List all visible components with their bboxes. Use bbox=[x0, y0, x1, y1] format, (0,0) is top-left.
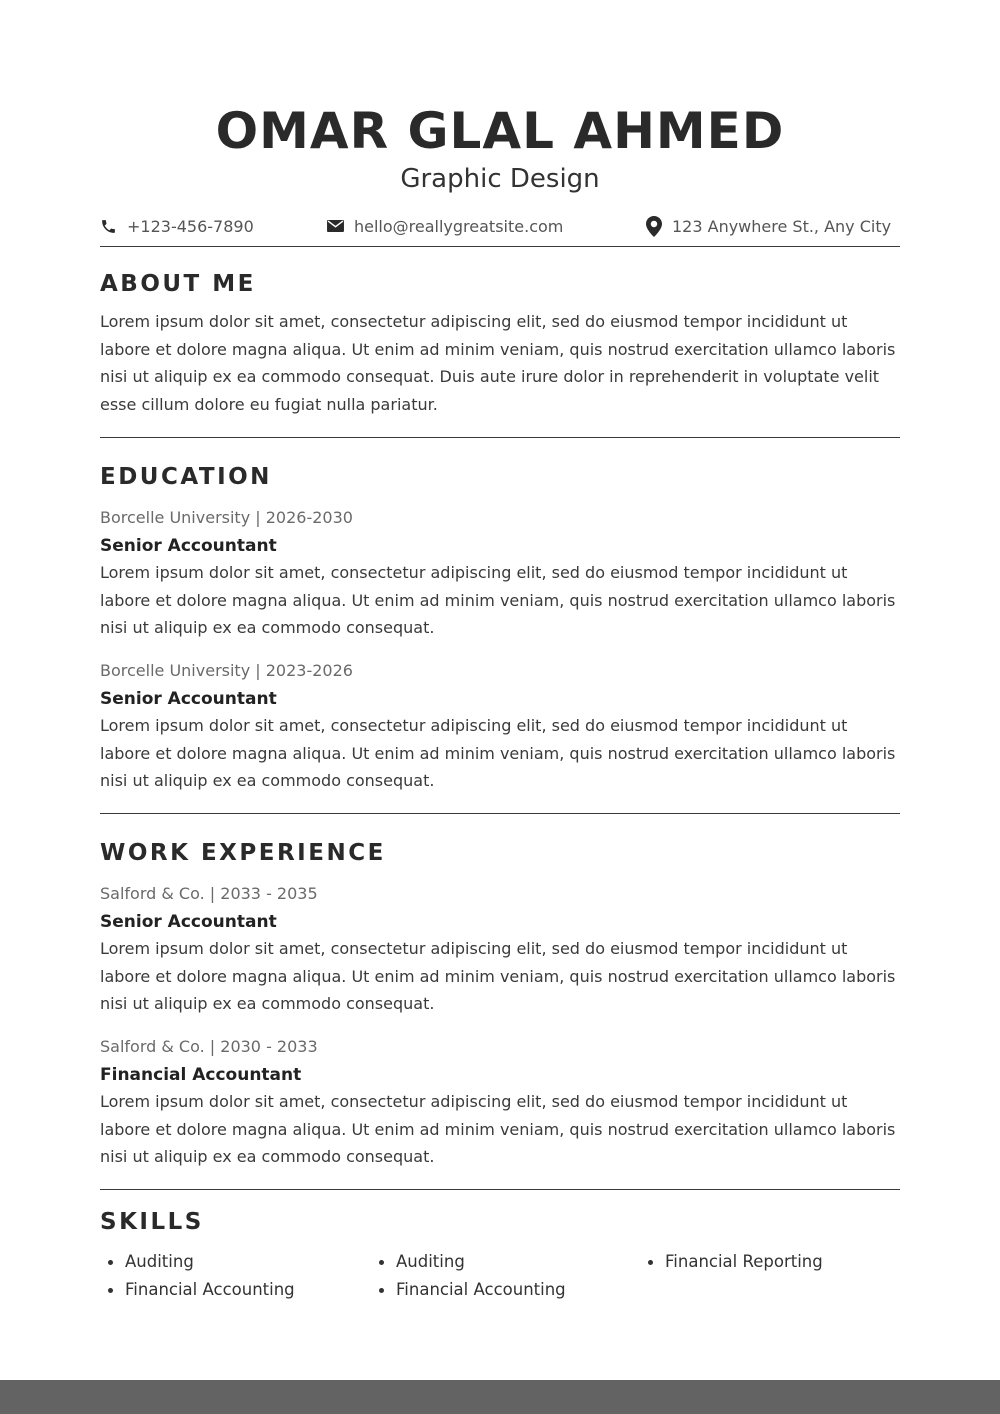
section-title-education: EDUCATION bbox=[100, 464, 272, 490]
envelope-icon bbox=[327, 220, 344, 232]
footer-bar bbox=[0, 1380, 1000, 1414]
skill-item: Financial Reporting bbox=[645, 1248, 823, 1276]
contact-address bbox=[646, 214, 891, 238]
education-text: Lorem ipsum dolor sit amet, consectetur adipiscing elit, sed do eiusmod tempor incididunt ut labore et dolore magna aliqua. Ut enim ad minim veniam, quis nostrud exercitation ullamco laboris nisi ut aliquip ex ea commodo consequat. bbox=[100, 563, 896, 638]
phone-number: +123-456-7890 bbox=[127, 216, 254, 236]
section-title-about: ABOUT ME bbox=[100, 271, 256, 297]
contact-phone bbox=[100, 214, 254, 238]
work-text: Lorem ipsum dolor sit amet, consectetur adipiscing elit, sed do eiusmod tempor incididunt ut labore et dolore magna aliqua. Ut enim ad minim veniam, quis nostrud exercitation ullamco laboris nisi ut aliquip ex ea commodo consequat. bbox=[100, 939, 896, 1014]
skill-item: Auditing bbox=[376, 1248, 566, 1276]
full-name: OMAR GLAL AHMED bbox=[215, 102, 785, 160]
education-meta: Borcelle University | 2026-2030 bbox=[100, 508, 353, 527]
skills-list bbox=[376, 1248, 566, 1304]
map-pin-icon bbox=[646, 216, 662, 237]
skills-list bbox=[105, 1248, 295, 1304]
divider bbox=[100, 813, 900, 814]
education-text: Lorem ipsum dolor sit amet, consectetur adipiscing elit, sed do eiusmod tempor incididunt ut labore et dolore magna aliqua. Ut enim ad minim veniam, quis nostrud exercitation ullamco laboris nisi ut aliquip ex ea commodo consequat. bbox=[100, 716, 896, 791]
about-text: Lorem ipsum dolor sit amet, consectetur adipiscing elit, sed do eiusmod tempor incididunt ut labore et dolore magna aliqua. Ut enim ad minim veniam, quis nostrud exercitation ullamco laboris nisi ut aliquip ex ea commodo consequat. Duis aute irure dolor in reprehenderit in voluptate velit esse cillum dolore eu fugiat nulla pariatur. bbox=[100, 312, 896, 414]
skill-item: Financial Accounting bbox=[376, 1276, 566, 1304]
section-title-work: WORK EXPERIENCE bbox=[100, 840, 386, 866]
divider bbox=[100, 437, 900, 438]
work-text: Lorem ipsum dolor sit amet, consectetur adipiscing elit, sed do eiusmod tempor incididunt ut labore et dolore magna aliqua. Ut enim ad minim veniam, quis nostrud exercitation ullamco laboris nisi ut aliquip ex ea commodo consequat. bbox=[100, 1092, 896, 1167]
education-position: Senior Accountant bbox=[100, 536, 277, 556]
section-title-skills: SKILLS bbox=[100, 1209, 204, 1235]
skills-list bbox=[645, 1248, 823, 1276]
divider bbox=[100, 1189, 900, 1190]
job-title: Graphic Design bbox=[400, 164, 600, 194]
street-address: 123 Anywhere St., Any City bbox=[672, 216, 892, 236]
phone-icon bbox=[100, 218, 117, 235]
skill-item: Auditing bbox=[105, 1248, 295, 1276]
divider bbox=[100, 246, 900, 247]
work-position: Financial Accountant bbox=[100, 1065, 302, 1085]
skill-item: Financial Accounting bbox=[105, 1276, 295, 1304]
work-meta: Salford & Co. | 2033 - 2035 bbox=[100, 884, 318, 903]
email-address: hello@reallygreatsite.com bbox=[354, 216, 564, 236]
contact-email bbox=[327, 214, 563, 238]
work-meta: Salford & Co. | 2030 - 2033 bbox=[100, 1037, 318, 1056]
education-meta: Borcelle University | 2023-2026 bbox=[100, 661, 353, 680]
work-position: Senior Accountant bbox=[100, 912, 277, 932]
education-position: Senior Accountant bbox=[100, 689, 277, 709]
